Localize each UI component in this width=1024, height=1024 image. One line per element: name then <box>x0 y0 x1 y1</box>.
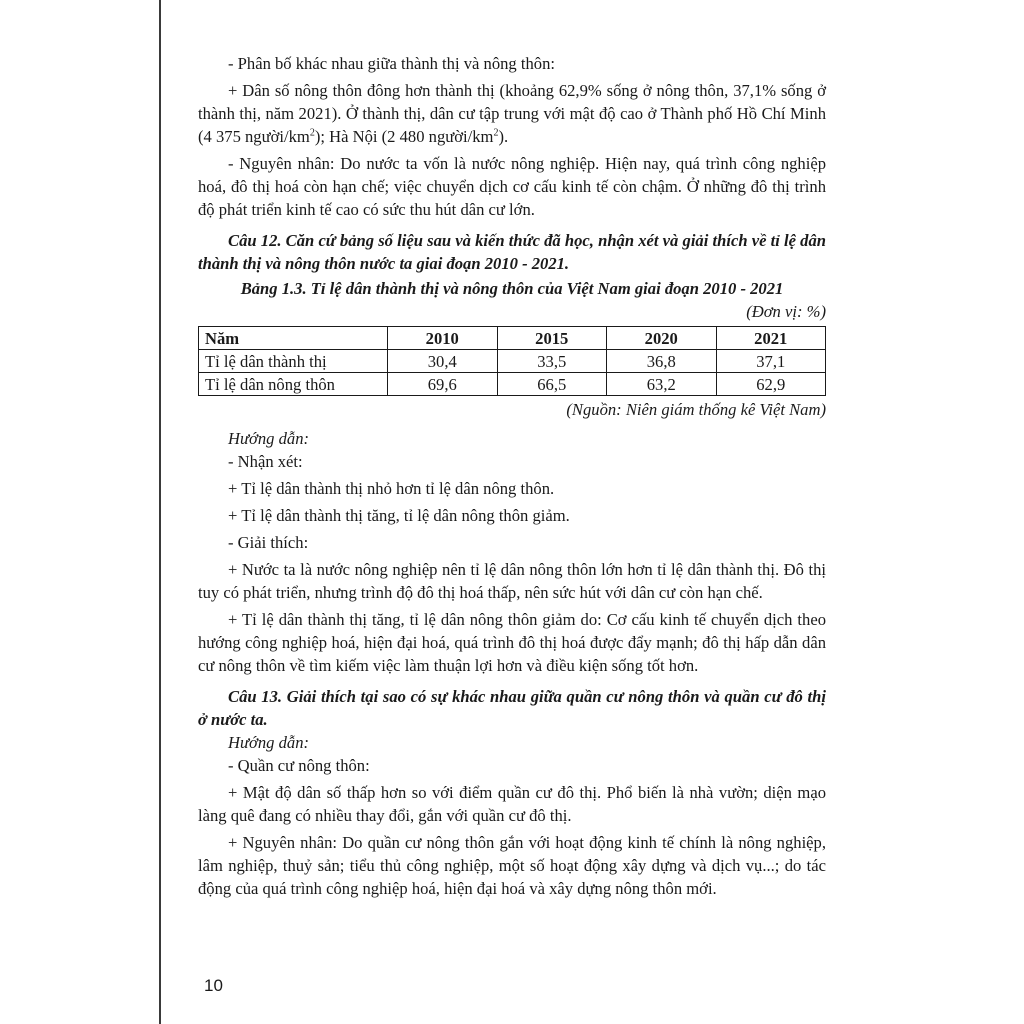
table-cell: 30,4 <box>388 350 498 373</box>
text-run: + Dân số nông thôn đông hơn thành thị (khoảng 62,9% sống ở nông thôn, 37,1% sống ở thành thị, năm 2021). Ở thành thị, dân cư tập trung với mật độ cao ở Thành phố Hồ Chí Minh (4 375 người/km <box>198 81 826 146</box>
page-number: 10 <box>204 976 223 995</box>
superscript: 2 <box>493 127 499 139</box>
data-table <box>198 326 826 396</box>
table-row <box>199 350 826 373</box>
page-content <box>198 52 826 900</box>
table-cell: 33,5 <box>497 350 607 373</box>
paragraph: - Phân bố khác nhau giữa thành thị và nông thôn: <box>228 54 555 73</box>
row-label: Tỉ lệ dân thành thị <box>199 350 388 373</box>
text-run: ). <box>498 127 509 146</box>
text-run: ); Hà Nội (2 480 người/km <box>314 127 494 146</box>
paragraph: + Tỉ lệ dân thành thị nhỏ hơn tỉ lệ dân nông thôn. <box>228 479 555 498</box>
table-unit: (Đơn vị: %) <box>746 302 826 321</box>
paragraph: + Tỉ lệ dân thành thị tăng, tỉ lệ dân nông thôn giảm do: Cơ cấu kinh tế chuyển dịch theo hướng công nghiệp hoá, hiện đại hoá, quá trình đô thị hoá được đẩy mạnh; đô thị hấp dẫn dân cư nông thôn về tìm kiếm việc làm thuận lợi hơn và điều kiện sống tốt hơn. <box>198 610 826 675</box>
paragraph: + Tỉ lệ dân thành thị tăng, tỉ lệ dân nông thôn giảm. <box>228 506 570 525</box>
paragraph: + Nước ta là nước nông nghiệp nên tỉ lệ dân nông thôn lớn hơn tỉ lệ dân thành thị. Đô thị tuy có phát triển, nhưng trình độ đô thị hoá thấp, nên sức hút với dân cư còn hạn chế. <box>198 560 826 602</box>
header-cell: Năm <box>199 327 388 350</box>
table-header-row <box>199 327 826 350</box>
paragraph: - Nhận xét: <box>228 452 303 471</box>
paragraph: + Mật độ dân số thấp hơn so với điểm quần cư đô thị. Phổ biến là nhà vườn; diện mạo làng quê đang có nhiều thay đổi, gắn với quần cư đô thị. <box>198 783 826 825</box>
table-caption: Bảng 1.3. Tỉ lệ dân thành thị và nông thôn của Việt Nam giai đoạn 2010 - 2021 <box>240 279 784 298</box>
table-cell: 69,6 <box>388 373 498 396</box>
paragraph-population-distribution <box>198 79 826 148</box>
row-label: Tỉ lệ dân nông thôn <box>199 373 388 396</box>
header-cell: 2015 <box>497 327 607 350</box>
table-cell: 36,8 <box>607 350 717 373</box>
table-source: (Nguồn: Niên giám thống kê Việt Nam) <box>566 400 826 419</box>
header-cell: 2010 <box>388 327 498 350</box>
table-cell: 37,1 <box>716 350 826 373</box>
superscript: 2 <box>309 127 315 139</box>
table-row <box>199 373 826 396</box>
paragraph: - Quần cư nông thôn: <box>228 756 370 775</box>
header-cell: 2020 <box>607 327 717 350</box>
table-cell: 63,2 <box>607 373 717 396</box>
paragraph: - Giải thích: <box>228 533 309 552</box>
book-spine-line <box>159 0 161 1024</box>
question-13: Câu 13. Giải thích tại sao có sự khác nhau giữa quần cư nông thôn và quần cư đô thị ở nước ta. <box>198 687 826 729</box>
guide-heading: Hướng dẫn: <box>228 429 310 448</box>
guide-heading: Hướng dẫn: <box>228 733 310 752</box>
header-cell: 2021 <box>716 327 826 350</box>
table-cell: 66,5 <box>497 373 607 396</box>
paragraph-cause: - Nguyên nhân: Do nước ta vốn là nước nông nghiệp. Hiện nay, quá trình công nghiệp hoá, đô thị hoá còn hạn chế; việc chuyển dịch cơ cấu kinh tế còn chậm. Ở những đô thị trình độ phát triển kinh tế cao có sức thu hút dân cư lớn. <box>198 154 826 219</box>
table-cell: 62,9 <box>716 373 826 396</box>
paragraph: + Nguyên nhân: Do quần cư nông thôn gắn với hoạt động kinh tế chính là nông nghiệp, lâm nghiệp, thuỷ sản; tiểu thủ công nghiệp, một số hoạt động xây dựng và dịch vụ...; do tác động của quá trình công nghiệp hoá, hiện đại hoá và xây dựng nông thôn mới. <box>198 833 826 898</box>
question-12: Câu 12. Căn cứ bảng số liệu sau và kiến thức đã học, nhận xét và giải thích về tỉ lệ dân thành thị và nông thôn nước ta giai đoạn 2010 - 2021. <box>198 231 826 273</box>
